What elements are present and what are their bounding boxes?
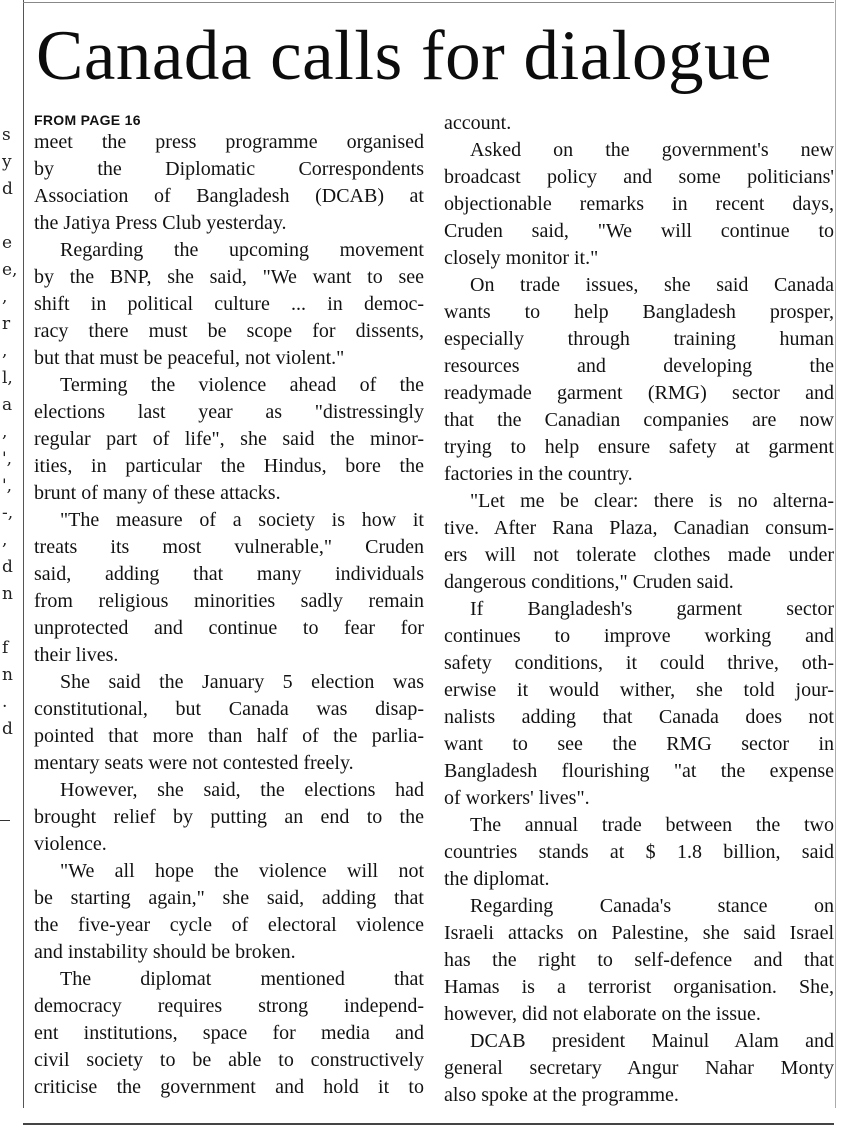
top-rule [23, 2, 834, 3]
left-column-body [34, 129, 424, 1101]
adjacent-fragment: , [2, 422, 8, 442]
adjacent-column-rule [0, 820, 10, 821]
text-line: safety conditions, it could thrive, oth- [444, 652, 834, 674]
adjacent-fragment: , [2, 287, 8, 307]
text-line: of workers' lives". [444, 787, 590, 809]
text-line: wants to help Bangladesh prosper, [444, 301, 834, 323]
column-divider-right [835, 0, 836, 1108]
text-line: She said the January 5 election was [60, 671, 424, 693]
text-line: If Bangladesh's garment sector [470, 598, 834, 620]
text-line: dangerous conditions," Cruden said. [444, 571, 734, 593]
text-line: continues to improve working and [444, 625, 834, 647]
jump-kicker: FROM PAGE 16 [34, 112, 141, 128]
text-line: racy there must be scope for dissents, [34, 320, 424, 342]
text-line: want to see the RMG sector in [444, 733, 834, 755]
text-line: and instability should be broken. [34, 941, 296, 963]
text-line: brunt of many of these attacks. [34, 482, 281, 504]
adjacent-fragment: ', [2, 449, 13, 469]
text-line: Association of Bangladesh (DCAB) at [34, 185, 424, 207]
text-line: countries stands at $ 1.8 billion, said [444, 841, 834, 863]
text-line: broadcast policy and some politicians' [444, 166, 834, 188]
headline: Canada calls for dialogue [36, 17, 773, 95]
adjacent-fragment: f [2, 638, 9, 658]
text-line: the diplomat. [444, 868, 550, 890]
text-line: DCAB president Mainul Alam and [470, 1030, 834, 1052]
text-line: On trade issues, she said Canada [470, 274, 834, 296]
text-line: by the BNP, she said, "We want to see [34, 266, 424, 288]
adjacent-fragment: , [2, 341, 8, 361]
adjacent-fragment: d [2, 557, 13, 577]
text-line: elections last year as "distressingly [34, 401, 424, 423]
text-line: said, adding that many individuals [34, 563, 424, 585]
text-line: that the Canadian companies are now [444, 409, 834, 431]
text-line: erwise it would wither, she told jour- [444, 679, 834, 701]
bottom-rule [23, 1123, 834, 1125]
adjacent-fragment: a [2, 395, 13, 415]
text-line: Regarding Canada's stance on [470, 895, 834, 917]
text-line: closely monitor it." [444, 247, 599, 269]
adjacent-fragment: , [2, 530, 8, 550]
adjacent-fragment: s [2, 125, 11, 145]
text-line: constitutional, but Canada was disap- [34, 698, 424, 720]
text-line: ers will not tolerate clothes made under [444, 544, 834, 566]
adjacent-fragment: y [2, 152, 12, 172]
text-line: brought relief by putting an end to the [34, 806, 424, 828]
adjacent-fragment: e [2, 233, 13, 253]
text-line: ities, in particular the Hindus, bore the [34, 455, 424, 477]
article-column-left [34, 110, 424, 1101]
text-line: resources and developing the [444, 355, 834, 377]
adjacent-fragment: l, [2, 368, 13, 388]
text-line: especially through training human [444, 328, 834, 350]
adjacent-fragment: -, [2, 503, 14, 523]
adjacent-fragment: e, [2, 260, 18, 280]
adjacent-fragment: . [2, 692, 8, 712]
text-line: be starting again," she said, adding that [34, 887, 424, 909]
text-line: pointed that more than half of the parlia- [34, 725, 424, 747]
text-line: however, did not elaborate on the issue. [444, 1003, 761, 1025]
text-line: Bangladesh flourishing "at the expense [444, 760, 834, 782]
text-line: Cruden said, "We will continue to [444, 220, 834, 242]
adjacent-fragment: n [2, 665, 13, 685]
column-divider-left [23, 0, 24, 1108]
text-line: their lives. [34, 644, 119, 666]
text-line: civil society to be able to constructively [34, 1049, 424, 1071]
text-line: The diplomat mentioned that [60, 968, 424, 990]
text-line: However, she said, the elections had [60, 779, 424, 801]
adjacent-fragment: r [2, 314, 11, 334]
text-line: treats its most vulnerable," Cruden [34, 536, 424, 558]
text-line: The annual trade between the two [470, 814, 834, 836]
text-line: meet the press programme organised [34, 131, 424, 153]
text-line: regular part of life", she said the minor- [34, 428, 424, 450]
adjacent-fragment: n [2, 584, 13, 604]
text-line: shift in political culture ... in democ- [34, 293, 424, 315]
text-line: criticise the government and hold it to [34, 1076, 424, 1098]
adjacent-column-fragments [0, 0, 20, 1128]
text-line: "We all hope the violence will not [60, 860, 424, 882]
text-line: general secretary Angur Nahar Monty [444, 1057, 834, 1079]
text-line: but that must be peaceful, not violent." [34, 347, 345, 369]
text-line: has the right to self-defence and that [444, 949, 834, 971]
text-line: account. [444, 112, 512, 134]
text-line: nalists adding that Canada does not [444, 706, 834, 728]
text-line: mentary seats were not contested freely. [34, 752, 354, 774]
text-line: ent institutions, space for media and [34, 1022, 424, 1044]
text-line: factories in the country. [444, 463, 633, 485]
text-line: violence. [34, 833, 107, 855]
text-line: also spoke at the programme. [444, 1084, 679, 1106]
text-line: Regarding the upcoming movement [60, 239, 424, 261]
text-line: readymade garment (RMG) sector and [444, 382, 834, 404]
text-line: Asked on the government's new [470, 139, 834, 161]
text-line: "Let me be clear: there is no alterna- [470, 490, 834, 512]
text-line: democracy requires strong independ- [34, 995, 424, 1017]
text-line: trying to help ensure safety at garment [444, 436, 834, 458]
text-line: tive. After Rana Plaza, Canadian consum- [444, 517, 834, 539]
text-line: the five-year cycle of electoral violence [34, 914, 424, 936]
text-line: from religious minorities sadly remain [34, 590, 424, 612]
text-line: "The measure of a society is how it [60, 509, 424, 531]
text-line: by the Diplomatic Correspondents [34, 158, 424, 180]
text-line: Israeli attacks on Palestine, she said Israel [444, 922, 834, 944]
article-column-right [444, 110, 834, 1109]
right-column-body [444, 110, 834, 1109]
text-line: Terming the violence ahead of the [60, 374, 424, 396]
text-line: objectionable remarks in recent days, [444, 193, 834, 215]
text-line: Hamas is a terrorist organisation. She, [444, 976, 834, 998]
adjacent-fragment: d [2, 179, 13, 199]
adjacent-fragment: ', [2, 476, 13, 496]
adjacent-fragment: d [2, 719, 13, 739]
text-line: unprotected and continue to fear for [34, 617, 424, 639]
text-line: the Jatiya Press Club yesterday. [34, 212, 287, 234]
